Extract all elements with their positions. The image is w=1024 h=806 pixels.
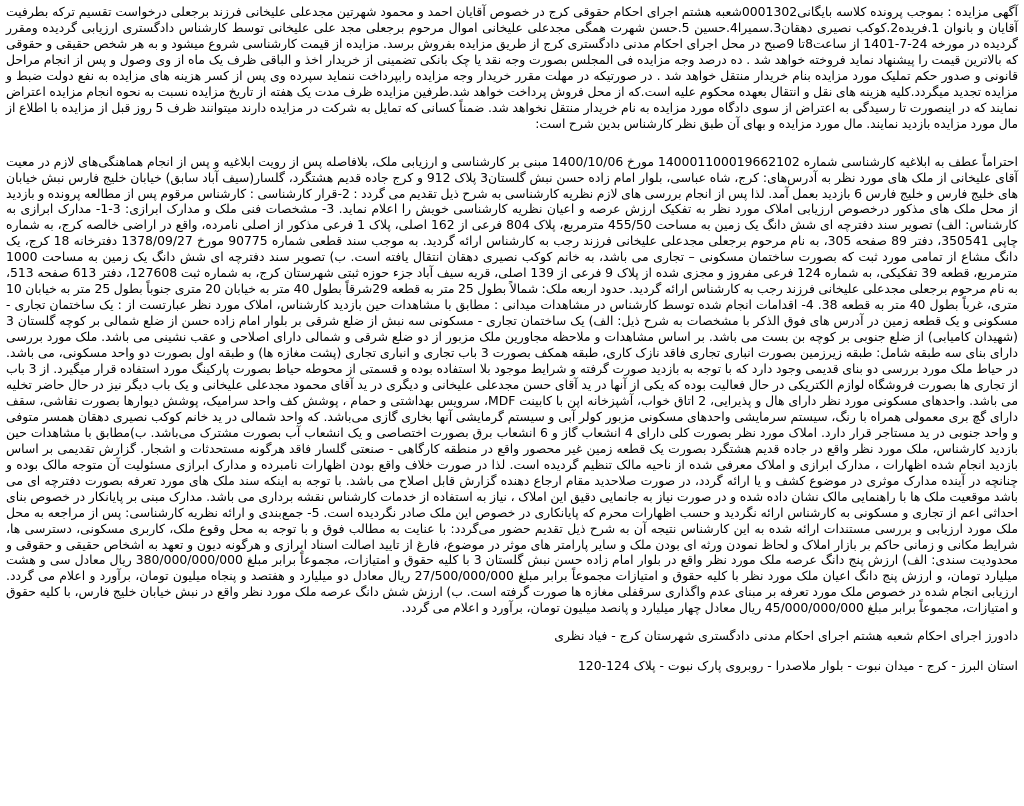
auction-notice-paragraph: آگهی مزایده : بموجب پرونده کلاسه بایگانی0001302شعبه هشتم اجرای احکام حقوقی کرج در خصوص آقایان احمد و محمود شهرتین مجدعلی علیخانی فرزند برجعلی درخواست تقسیم ترکه بطرفیت آقایان و بانوان 1.فریده2.کوکب نصیری دهقان3.سمیرا4.حسین 5.حسن شهرت همگی مجدعلی علیخانی اموال مرحوم برجعلی مجد علی علیخانی توسط کارشناس دادگستری ارزیابی گردیده ومقرر گردیده در مورخه 24-7-1401 از ساعت8تا 9صبح در محل اجرای احکام مدنی دادگستری کرج از طریق مزایده بفروش برسد. مزایده از قیمت کارشناسی شروع میشود و به هر شخص حقیقی و حقوقی که بالاترین قیمت را پیشنهاد نماید فروخته خواهد شد . ده درصد وجه مزایده فی المجلس بصورت وجه نقد یا چک بانکی تضمینی از خریدار اخذ و الباقی ظرف یک ماه از وی وصول و پس از انجام مراحل قانونی و صدور حکم تملیک مورد مزایده بنام خریدار منتقل خواهد شد . در صورتیکه در مهلت مقرر خریدار وجه مزایده رابپرداخت ننماید سپرده وی پس از کسر هزینه های مزایده به نفع دولت ضبط و مزایده تجدید میگردد.کلیه هزینه های نقل و انتقال بعهده محکوم علیه است.که از محل فروش پرداخت خواهد شد.طرفین مزایده ظرف مدت یک هفته از تاریخ مزایده نسبت به نحوه انجام مزایده اعتراض نمایند که در اینصورت تا رسیدگی به اعتراض از سوی دادگاه مورد مزایده به نام خریدار منتقل نخواهد شد. ضمناً کسانی که تمایل به شرکت در مزایده دارند میتوانند ظرف 5 روز قبل از مزایده با اطلاع از مال مورد مزایده بازدید نمایند. مال مورد مزایده و بهای آن طبق نظر کارشناس بدین شرح است:	[6, 4, 1019, 131]
officer-signature-line: دادورز اجرای احکام شعبه هشتم اجرای احکام مدنی دادگستری شهرستان کرج - فیاد نظری	[554, 628, 1018, 644]
signature-spacer	[6, 616, 1018, 628]
expert-report-paragraph: احتراماً عطف به ابلاغیه کارشناسی شماره 140001100019662102 مورخ 1400/10/06 مبنی بر کارشناسی و ارزیابی ملک، بلافاصله پس از رویت ابلاغیه و پس از انجام هماهنگی‌های لازم در معیت آقای علیخانی از ملک های مورد نظر به آدرس‌های: کرج، شاه عباسی، بلوار امام زاده حسن نبش گلستان3 پلاک 912 و کرج جاده قدیم هشتگرد، گلسار(سیف آباد سابق) خیابان خلیج فارس نبش خیابان های خلیج فارس و خلیج فارس 6 بازدید بعمل آمد. لذا پس از انجام بررسی های لازم نظریه کارشناسی به شرح ذیل تقدیم می گردد : 2-قرار کارشناسی : کارشناس مرقوم پس از مطالعه پرونده و بازدید از محل ملک های مذکور درخصوص ارزیابی املاک مورد نظر به تفکیک ارزش عرصه و اعیان نظریه کارشناسی خویش را اعلام نماید. 3- مشخصات فنی ملک و مدارک ابرازی: 3-1- مدارک ابرازی به کارشناس: الف) تصویر سند دفترچه ای شش دانگ یک زمین به مساحت 455/50 مترمربع، پلاک 804 فرعی از 162 اصلی، پلاک 1 فرعی مذکور از اصلی نامرده، واقع در اراضی خالصه کرج، به شماره چاپی 350541، دفتر 89 صفحه 305، به نام مرحوم برجعلی مجدعلی علیخانی فرزند رجب به کارشناس ارائه گردید. به موجب سند قطعی شماره 90775 مورخ 1378/09/27 دفترخانه 18 کرج، یک دانگ مشاع از تمامی مورد ثبت که بصورت ساختمان مسکونی – تجاری می باشد، به خانم کوکب نصیری دهقان انتقال یافته است. ب) تصویر سند دفترچه ای شش دانگ یک زمین به مساحت 1000 مترمربع، قطعه 39 تفکیکی، به شماره 124 فرعی مفروز و مجزی شده از پلاک 9 فرعی از 139 اصلی، قریه سیف آباد جزء حوزه ثبتی شهرستان کرج، به شماره ثبت 127608، دفتر 613 صفحه 513، به نام مرحوم برجعلی مجدعلی علیخانی فرزند رجب به کارشناس ارائه گردید. حدود اربعه ملک: شمالاً بطول 25 متر به قطعه 29شرقاً بطول 40 متر به خیابان 20 متری جنوباً بطول 25 متر به خیابان 10 متری، غرباً بطول 40 متر به قطعه 38. 4- اقدامات انجام شده توسط کارشناس در مشاهدات میدانی : مطابق با مشاهدات حین بازدید کارشناس، املاک مورد نظر عبارتست از : یک ساختمان تجاری - مسکونی و یک قطعه زمین در آدرس های فوق الذکر با مشخصات به شرح ذیل: الف) یک ساختمان تجاری - مسکونی سه نبش از ضلع شرقی بر بلوار امام زاده حسن از ضلع شمالی بر کوچه گلستان 3 (شهیدان کامیابی) از ضلع جنوبی بر کوچه بن بست می باشد. بر اساس مشاهدات و ملاحظه مجاورین ملک مزبور از دو ضلع شرقی و شمالی دارای اصلاحی و عقب نشینی می باشد. ملک مورد بررسی دارای بنای سه طبقه شامل: طبقه زیرزمین بصورت انباری تجاری فاقد نازک کاری، طبقه همکف بصورت 3 باب تجاری و انباری تجاری (پشت مغازه ها) و طبقه اول بصورت دو واحد مسکونی، می باشد. در حیاط ملک مورد بررسی دو بنای قدیمی وجود دارد که با توجه به بازدید صورت گرفته و شرایط موجود بلا استفاده بوده و قسمتی از محوطه حیاط بصورت پارکینگ مورد استفاده قرار میگیرد. از 3 باب از تجاری ها بصورت فروشگاه لوازم الکتریکی در حال فعالیت بوده که یکی از آنها در ید آقای حسن مجدعلی علیخانی و دیگری در ید آقای محمود مجدعلی علیخانی و یک باب دیگر نیز در حال حاضر تخلیه می باشد. واحدهای مسکونی مورد نظر دارای هال و پذیرایی، 2 اتاق خواب، آشپزخانه اپن با کابینت MDF، سرویس بهداشتی و حمام ، پوشش کف واحد سرامیک، پوشش دیوارها بصورت نقاشی، سقف دارای گچ بری معمولی همراه با رنگ، سیستم سرمایشی واحدهای مسکونی مزبور کولر آبی و سیستم گرمایشی آنها بخاری گازی می‌باشد. که واحد شمالی در ید خانم کوکب نصیری دهقان همسر متوفی و واحد جنوبی در ید مستاجر قرار دارد. املاک مورد نظر بصورت کلی دارای 4 انشعاب گاز و 6 انشعاب برق بصورت اختصاصی و یک انشعاب آب بصورت مشترک می‌باشد. ب)مطابق با مشاهدات حین بازدید کارشناس، ملک مورد نظر واقع در جاده قدیم هشتگرد بصورت یک قطعه زمین غیر محصور واقع در منطقه کارگاهی - صنعتی گلسار فاقد هرگونه مستحدثات و اشجار. گزارش تقدیمی بر اساس بازدید انجام شده اظهارات ، مدارک ابرازی و املاک معرفی شده از ناحیه مالک تنظیم گردیده است. لذا در صورت خلاف واقع بودن اظهارات نامبرده و مدارک ابرازی مسئولیت آن متوجه مالک بوده و چنانچه در آینده مدارک موثری در موضوع کشف و یا ارائه گردد، در صورت صلاحدید مقام ارجاع دهنده گزارش قابل اصلاح می باشد. با توجه به اینکه سند ملک های مورد تعرفه بصورت دفترچه ای می باشد موقعیت ملک ها با راهنمایی مالک نشان داده شده و در صورت نیاز به جانمایی دقیق این املاک ، نیاز به استفاده از خدمات کارشناس نقشه برداری می باشد. مدارک مبنی بر پایانکار در خصوص بنای احداثی اعم از تجاری و مسکونی به کارشناس ارائه نگردید و حسب اظهارات محرم که پایانکاری در خصوص این ملک صادر نگردیده است. 5- جمع‌بندی و ارائه نظریه کارشناسی: پس از مراجعه به محل ملک مورد ارزیابی و بررسی مستندات ارائه شده به این کارشناس نتیجه آن به شرح ذیل تقدیم حضور می‌گردد: با عنایت به مطالب فوق و با توجه به محل وقوع ملک، کاربری مسکونی، دسترسی ها، شرایط مکانی و زمانی حاکم بر بازار املاک و لحاظ نمودن ورثه ای بودن ملک و سایر پارامتر های موثر در موضوع، فارغ از تایید اصالت اسناد ابرازی و هرگونه دیون و تعهد به اشخاص حقیقی و حقوقی و محدودیت سندی: الف) ارزش پنج دانگ عرصه ملک مورد نظر واقع در بلوار امام زاده حسن نبش گلستان 3 با کلیه حقوق و امتیازات، مجموعاً برابر مبلغ 380/000/000/000 ریال معادل سی و هشت میلیارد تومان، و ارزش پنج دانگ اعیان ملک مورد نظر با کلیه حقوق و امتیازات مجموعاً برابر مبلغ 27/500/000/000 ریال معادل دو میلیارد و هفتصد و پنجاه میلیون تومان، برآورد و اعلام می گردد. ارزیابی انجام شده در خصوص ملک مورد تعرفه بر مبنای عدم واگذاری سرقفلی مغازه ها صورت گرفته است. ب) ارزش شش دانگ عرصه ملک مورد نظر واقع در نبش خیابان خلیج فارس، با کلیه حقوق و امتیازات، مجموعاً برابر مبلغ 45/000/000/000 ریال معادل چهار میلیارد و پانصد میلیون تومان، برآورد و اعلام می گردد.	[6, 153, 1019, 616]
paragraph-spacer	[6, 132, 1018, 154]
office-address-line: استان البرز - کرج - میدان نبوت - بلوار ملاصدرا - روبروی پارک نبوت - پلاک 124-120	[577, 658, 1018, 674]
